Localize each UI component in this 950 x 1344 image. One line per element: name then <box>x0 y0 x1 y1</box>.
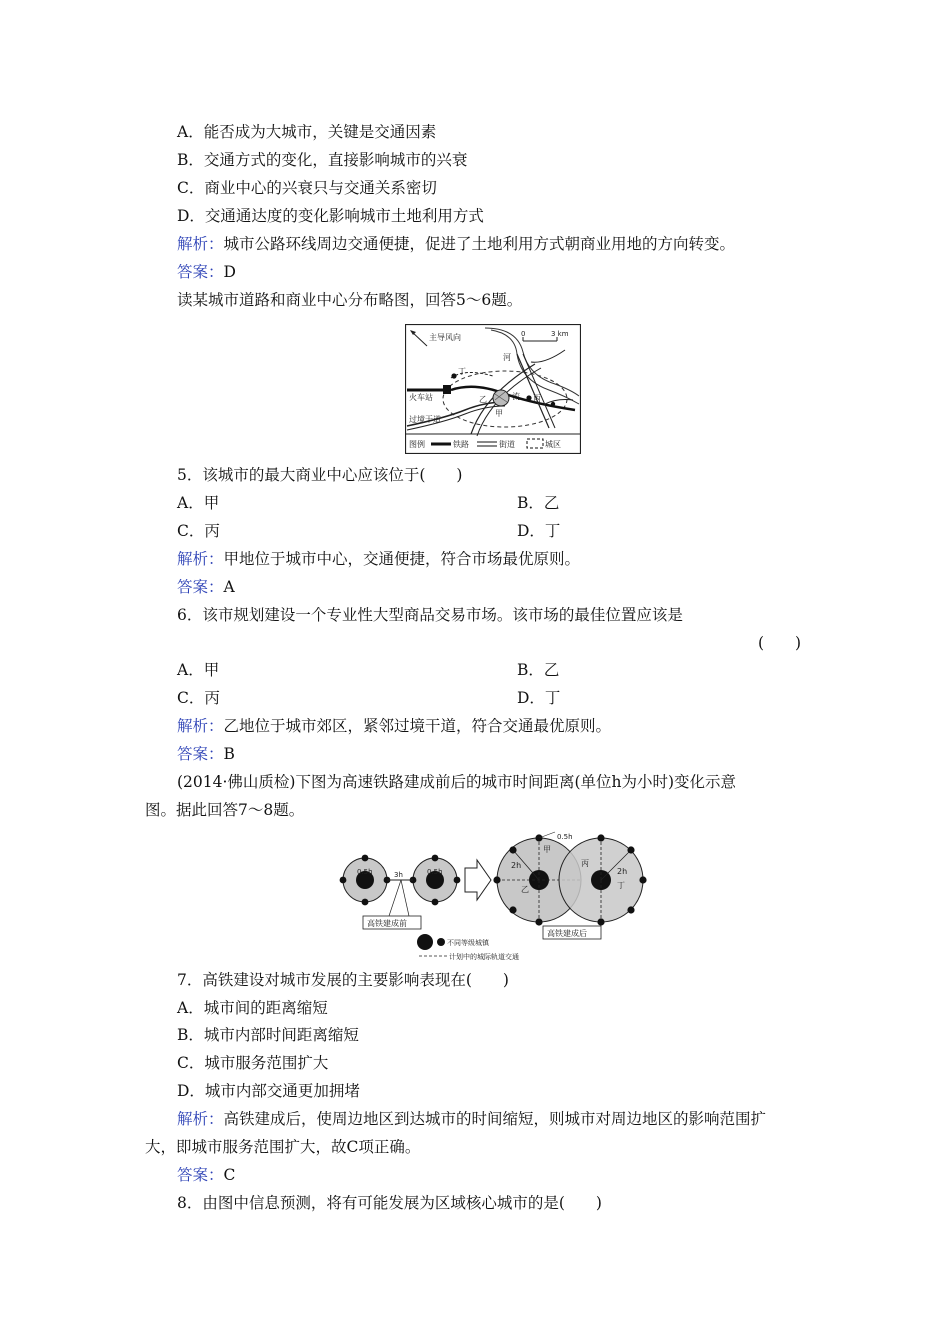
q6-stem: 6．该市规划建设一个专业性大型商品交易市场。该市场的最佳位置应该是 <box>177 606 683 624</box>
q7-stem: 7．高铁建设对城市发展的主要影响表现在( ) <box>177 971 509 989</box>
analysis-label: 解析： <box>177 550 224 568</box>
q6-option-a: A．甲 <box>177 661 220 679</box>
ding-label: 丁 <box>458 367 466 376</box>
after-label: 高铁建成后 <box>547 929 587 938</box>
q7-answer <box>177 1165 235 1185</box>
transition-arrow <box>465 860 491 900</box>
river-label-1: 河 <box>503 353 511 362</box>
before-city-left <box>340 855 391 906</box>
legend-town-large <box>417 934 433 950</box>
legend-town-small <box>437 938 445 946</box>
q4-option-d: D．交通通达度的变化影响城市土地利用方式 <box>177 207 484 225</box>
yi-label: 乙 <box>521 885 529 894</box>
high-speed-rail-diagram <box>335 830 655 964</box>
q5-option-d: D．丁 <box>517 522 561 540</box>
q5-analysis <box>177 549 580 569</box>
q4-analysis <box>177 234 735 254</box>
analysis-label: 解析： <box>177 235 224 253</box>
time-05h-a: 0.5h <box>357 868 373 876</box>
answer-value: D <box>223 263 236 281</box>
legend-rail: 计划中的城际轨道交通 <box>449 953 519 961</box>
answer-value: B <box>223 745 235 763</box>
q6-analysis <box>177 716 611 736</box>
q6-answer <box>177 744 235 764</box>
time-2h-left: 2h <box>511 861 522 870</box>
time-3h: 3h <box>394 871 403 879</box>
analysis-label: 解析： <box>177 1110 224 1128</box>
after-city-right <box>559 834 647 925</box>
intro-7-8-line2: 图。据此回答7～8题。 <box>145 801 305 819</box>
q4-option-b: B．交通方式的变化，直接影响城市的兴衰 <box>177 151 468 169</box>
answer-label: 答案： <box>177 578 224 596</box>
q5-option-a: A．甲 <box>177 494 220 512</box>
q5-answer <box>177 577 235 597</box>
answer-value: C <box>223 1166 236 1184</box>
answer-value: A <box>223 578 235 596</box>
q4-option-c: C．商业中心的兴衰只与交通关系密切 <box>177 179 437 197</box>
q7-option-d: D．城市内部交通更加拥堵 <box>177 1082 360 1100</box>
q6-option-d: D．丁 <box>517 689 561 707</box>
q8-stem: 8．由图中信息预测，将有可能发展为区域核心城市的是( ) <box>177 1194 602 1212</box>
analysis-text: 甲地位于城市中心，交通便捷，符合市场最优原则。 <box>223 550 581 568</box>
answer-label: 答案： <box>177 1166 224 1184</box>
legend-rail: 铁路 <box>453 440 469 449</box>
intro-7-8-line1: (2014·佛山质检)下图为高速铁路建成前后的城市时间距离(单位h为小时)变化示意 <box>177 773 737 791</box>
q5-stem: 5．该城市的最大商业中心应该位于( ) <box>177 466 463 484</box>
time-05h-c: 0.5h <box>557 833 573 841</box>
analysis-text: 城市公路环线周边交通便捷，促进了土地利用方式朝商业用地的方向转变。 <box>223 235 736 253</box>
q7-option-c: C．城市服务范围扩大 <box>177 1054 329 1072</box>
intro-5-6: 读某城市道路和商业中心分布略图，回答5～6题。 <box>177 291 523 309</box>
ding-label: 丁 <box>617 881 625 890</box>
analysis-text: 乙地位于城市郊区，紧邻过境干道，符合交通最优原则。 <box>223 717 612 735</box>
q5-option-b: B．乙 <box>517 494 560 512</box>
q7-analysis-line1 <box>177 1109 766 1129</box>
jia-label: 甲 <box>543 845 551 854</box>
legend-title: 图例 <box>409 440 425 449</box>
before-label: 高铁建成前 <box>367 919 407 928</box>
jia-label: 甲 <box>495 409 503 418</box>
yi-label: 乙 <box>479 395 487 404</box>
q6-paren: ( ) <box>758 634 802 652</box>
ding-point <box>451 373 456 378</box>
time-05h-b: 0.5h <box>427 868 443 876</box>
q6-option-c: C．丙 <box>177 689 220 707</box>
analysis-text: 高铁建成后，使周边地区到达城市的时间缩短，则城市对周边地区的影响范围扩 <box>223 1110 767 1128</box>
time-2h-right: 2h <box>617 867 628 876</box>
legend-urban: 城区 <box>545 440 561 449</box>
city-road-map <box>405 324 581 454</box>
q5-option-c: C．丙 <box>177 522 220 540</box>
analysis-label: 解析： <box>177 717 224 735</box>
before-city-right <box>410 855 461 906</box>
legend-towns: 不同等级城镇 <box>447 939 489 947</box>
legend-street: 街道 <box>499 440 515 449</box>
river-label-2: 流 <box>512 392 520 401</box>
q7-analysis-line2: 大，即城市服务范围扩大，故C项正确。 <box>145 1138 421 1156</box>
q4-answer <box>177 262 236 282</box>
wind-label: 主导风向 <box>429 333 461 342</box>
q4-option-a: A．能否成为大城市，关键是交通因素 <box>177 123 437 141</box>
scale-three-km: 3 km <box>551 330 569 338</box>
q7-option-b: B．城市内部时间距离缩短 <box>177 1026 359 1044</box>
bing-point <box>526 395 531 400</box>
scale-zero: 0 <box>521 330 526 338</box>
q7-option-a: A．城市间的距离缩短 <box>177 999 328 1017</box>
answer-label: 答案： <box>177 745 224 763</box>
highway-label: 过境干道 <box>409 415 441 424</box>
bing-label: 丙 <box>581 859 589 868</box>
answer-label: 答案： <box>177 263 224 281</box>
station-marker <box>443 385 451 394</box>
bing-label: 丙 <box>533 394 541 403</box>
station-label: 火车站 <box>409 393 433 402</box>
q6-option-b: B．乙 <box>517 661 560 679</box>
